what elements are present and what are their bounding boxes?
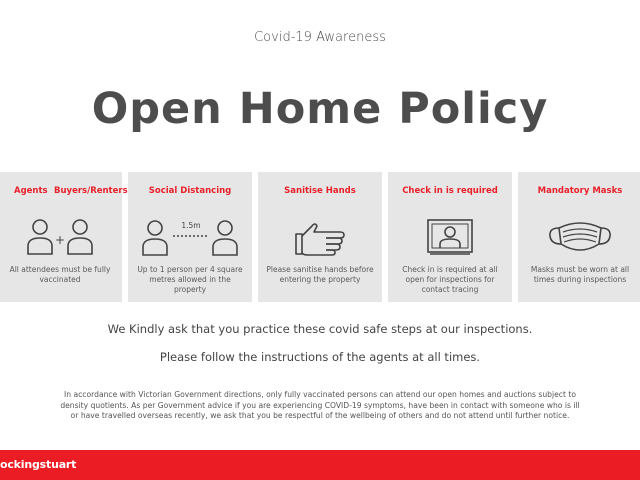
card-head-sanitise: Sanitise Hands [284,186,356,196]
card-sanitise [258,172,382,302]
hand-icon [258,214,382,258]
brand-logo: ockingstuart [0,458,77,471]
card-text-vaccinated: All attendees must be fully vaccinated [9,265,111,284]
card-head-distancing: Social Distancing [148,186,232,196]
card-checkin [388,172,512,302]
footer-bar [0,450,640,480]
card-head-checkin: Check in is required [402,186,498,196]
card-distancing [128,172,252,302]
card-text-distancing: Up to 1 person per 4 square metres allowed in the property [137,265,243,294]
eyebrow-text: Covid-19 Awareness [254,30,386,45]
card-masks [518,172,640,302]
page-title: Open Home Policy [91,84,549,134]
card-vaccinated [0,172,128,302]
card-head-agents: Agents [14,186,48,196]
card-text-checkin: Check in is required at all open for inspections for contact tracing [402,265,498,294]
card-head-masks: Mandatory Masks [537,186,623,196]
distance-1-5m-icon [128,212,252,256]
face-mask-icon [518,214,640,258]
fine-print: In accordance with Victorian Government directions, only fully vaccinated persons can attend our open homes and auctions subject to density quotients. As per Government advice if you are experiencing COVID-19 symptoms, have been in contact with someone who is ill or have travelled overseas recently, we ask that you be respectful of the wellbeing of others and do not attend until further notice. [60,390,580,420]
card-text-masks: Masks must be worn at all times during inspections [530,265,630,284]
two-people-plus-icon [0,214,122,258]
distance-label: 1.5m [181,221,201,230]
card-head-buyers: Buyers/Renters [54,186,128,196]
card-text-sanitise: Please sanitise hands before entering the property [266,265,374,284]
follow-instructions-text: Please follow the instructions of the agents at all times. [159,350,481,364]
practice-steps-text: We Kindly ask that you practice these covid safe steps at our inspections. [107,322,533,336]
policy-cards [0,172,640,302]
check-in-screen-icon [388,214,512,258]
svg-text:+: + [54,233,66,247]
